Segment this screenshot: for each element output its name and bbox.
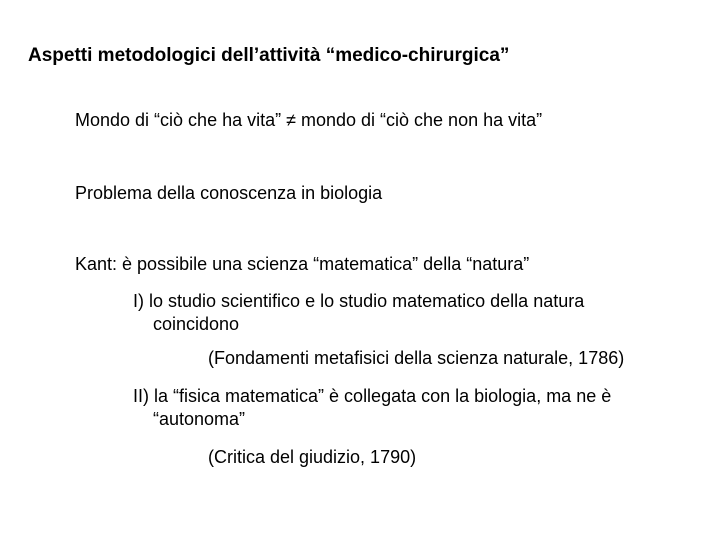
kant-subpoint-1-line-2: coincidono xyxy=(153,314,240,334)
point-kant: Kant: è possibile una scienza “matematica” della “natura” xyxy=(75,254,530,274)
kant-subpoint-1-line-1: I) lo studio scientifico e lo studio matematico della natura xyxy=(133,291,585,311)
kant-subpoint-2-line-1: II) la “fisica matematica” è collegata con la biologia, ma ne è xyxy=(133,386,612,406)
kant-subpoint-2-reference: (Critica del giudizio, 1790) xyxy=(208,447,417,467)
kant-subpoint-1-reference: (Fondamenti metafisici della scienza naturale, 1786) xyxy=(208,348,625,368)
slide-title: Aspetti metodologici dell’attività “medico-chirurgica” xyxy=(28,45,510,66)
point-living-vs-nonliving: Mondo di “ciò che ha vita” ≠ mondo di “ciò che non ha vita” xyxy=(75,110,543,130)
point-biology-knowledge: Problema della conoscenza in biologia xyxy=(75,183,383,203)
kant-subpoint-2-line-2: “autonoma” xyxy=(153,409,246,429)
